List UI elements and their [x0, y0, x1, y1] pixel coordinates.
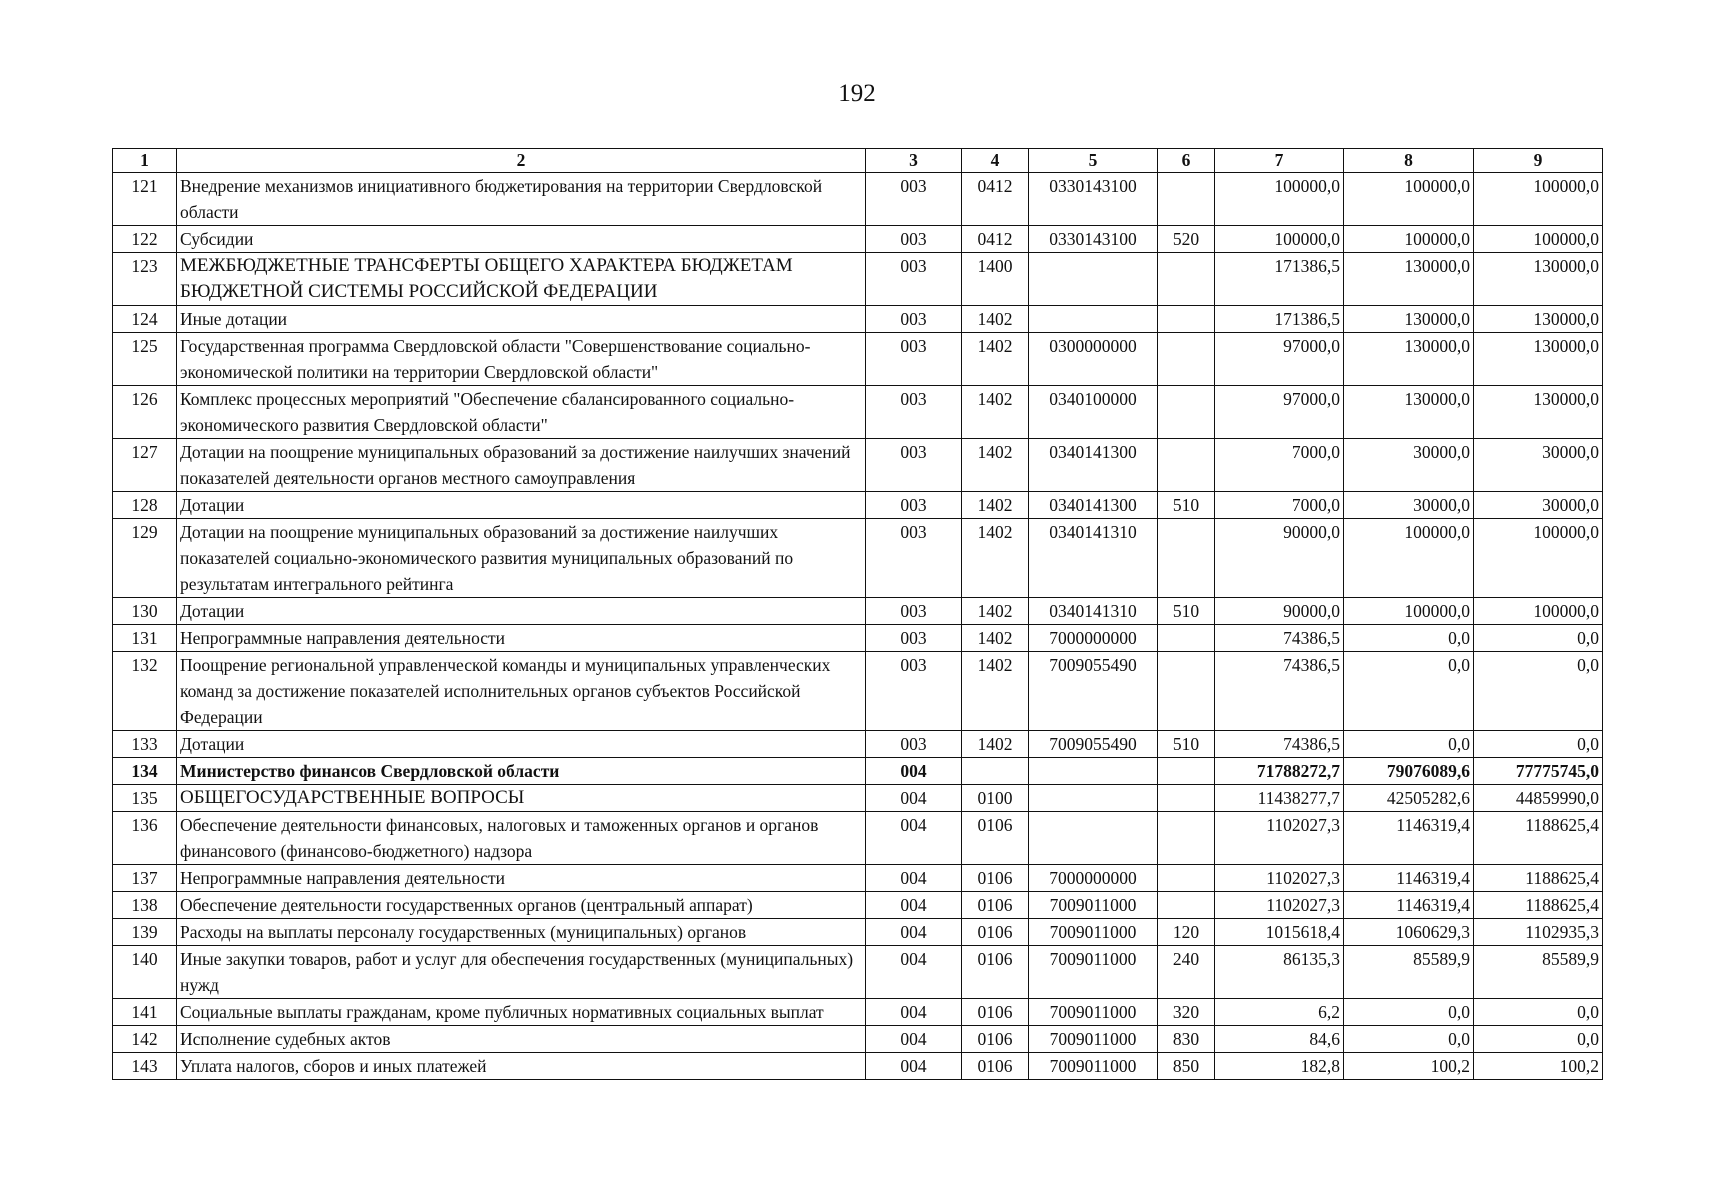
admin-code-cell: 004 — [866, 1026, 962, 1053]
amount-cell-col8: 0,0 — [1344, 652, 1474, 731]
amount-cell-col9: 1188625,4 — [1474, 892, 1603, 919]
target-article-cell — [1029, 306, 1158, 333]
row-number-cell: 134 — [113, 758, 177, 785]
amount-cell-col9: 0,0 — [1474, 652, 1603, 731]
expense-type-cell — [1158, 812, 1215, 865]
row-name-cell: Внедрение механизмов инициативного бюджетирования на территории Свердловской области — [177, 173, 866, 226]
amount-cell-col9: 0,0 — [1474, 1026, 1603, 1053]
amount-cell-col7: 74386,5 — [1215, 625, 1344, 652]
column-header: 4 — [962, 149, 1029, 173]
admin-code-cell: 004 — [866, 758, 962, 785]
column-header: 6 — [1158, 149, 1215, 173]
row-number-cell: 143 — [113, 1053, 177, 1080]
row-name-cell: Дотации — [177, 731, 866, 758]
amount-cell-col8: 85589,9 — [1344, 946, 1474, 999]
section-code-cell: 1400 — [962, 253, 1029, 306]
amount-cell-col9: 0,0 — [1474, 625, 1603, 652]
amount-cell-col9: 30000,0 — [1474, 439, 1603, 492]
target-article-cell — [1029, 253, 1158, 306]
admin-code-cell: 003 — [866, 598, 962, 625]
admin-code-cell: 004 — [866, 946, 962, 999]
table-row — [113, 519, 1603, 598]
amount-cell-col7: 84,6 — [1215, 1026, 1344, 1053]
target-article-cell: 0340141300 — [1029, 492, 1158, 519]
section-code-cell: 0106 — [962, 1053, 1029, 1080]
expense-type-cell: 510 — [1158, 731, 1215, 758]
row-number-cell: 121 — [113, 173, 177, 226]
expense-type-cell: 240 — [1158, 946, 1215, 999]
table-header-row — [113, 149, 1603, 173]
expense-type-cell — [1158, 652, 1215, 731]
section-code-cell: 0106 — [962, 919, 1029, 946]
expense-type-cell — [1158, 439, 1215, 492]
row-name-cell: Расходы на выплаты персоналу государственных (муниципальных) органов — [177, 919, 866, 946]
admin-code-cell: 003 — [866, 226, 962, 253]
row-name-cell: Субсидии — [177, 226, 866, 253]
expense-type-cell — [1158, 625, 1215, 652]
row-name-cell: Иные закупки товаров, работ и услуг для обеспечения государственных (муниципальных) нужд — [177, 946, 866, 999]
admin-code-cell: 004 — [866, 785, 962, 812]
row-number-cell: 130 — [113, 598, 177, 625]
amount-cell-col7: 100000,0 — [1215, 226, 1344, 253]
amount-cell-col8: 79076089,6 — [1344, 758, 1474, 785]
table-row — [113, 865, 1603, 892]
section-code-cell: 1402 — [962, 306, 1029, 333]
row-number-cell: 138 — [113, 892, 177, 919]
expense-type-cell: 320 — [1158, 999, 1215, 1026]
column-header: 3 — [866, 149, 962, 173]
amount-cell-col7: 171386,5 — [1215, 253, 1344, 306]
table-row — [113, 785, 1603, 812]
row-number-cell: 132 — [113, 652, 177, 731]
budget-table — [112, 148, 1603, 1080]
row-name-cell: Непрограммные направления деятельности — [177, 625, 866, 652]
amount-cell-col9: 1102935,3 — [1474, 919, 1603, 946]
expense-type-cell — [1158, 173, 1215, 226]
table-row — [113, 1053, 1603, 1080]
table-row — [113, 306, 1603, 333]
row-number-cell: 137 — [113, 865, 177, 892]
row-number-cell: 141 — [113, 999, 177, 1026]
expense-type-cell — [1158, 306, 1215, 333]
row-number-cell: 131 — [113, 625, 177, 652]
amount-cell-col7: 74386,5 — [1215, 652, 1344, 731]
row-number-cell: 139 — [113, 919, 177, 946]
expense-type-cell — [1158, 253, 1215, 306]
table-row — [113, 812, 1603, 865]
amount-cell-col9: 1188625,4 — [1474, 865, 1603, 892]
amount-cell-col8: 130000,0 — [1344, 306, 1474, 333]
table-row — [113, 758, 1603, 785]
row-name-cell: Дотации — [177, 598, 866, 625]
target-article-cell: 0340141310 — [1029, 519, 1158, 598]
table-row — [113, 173, 1603, 226]
admin-code-cell: 004 — [866, 812, 962, 865]
amount-cell-col8: 0,0 — [1344, 625, 1474, 652]
amount-cell-col8: 100000,0 — [1344, 519, 1474, 598]
table-row — [113, 946, 1603, 999]
expense-type-cell: 850 — [1158, 1053, 1215, 1080]
amount-cell-col7: 1015618,4 — [1215, 919, 1344, 946]
expense-type-cell: 120 — [1158, 919, 1215, 946]
table-row — [113, 1026, 1603, 1053]
admin-code-cell: 004 — [866, 999, 962, 1026]
column-header: 2 — [177, 149, 866, 173]
amount-cell-col7: 1102027,3 — [1215, 812, 1344, 865]
admin-code-cell: 003 — [866, 731, 962, 758]
amount-cell-col8: 1146319,4 — [1344, 812, 1474, 865]
amount-cell-col7: 6,2 — [1215, 999, 1344, 1026]
row-number-cell: 129 — [113, 519, 177, 598]
amount-cell-col9: 0,0 — [1474, 999, 1603, 1026]
amount-cell-col7: 11438277,7 — [1215, 785, 1344, 812]
section-code-cell: 1402 — [962, 492, 1029, 519]
section-code-cell: 1402 — [962, 386, 1029, 439]
row-name-cell: МЕЖБЮДЖЕТНЫЕ ТРАНСФЕРТЫ ОБЩЕГО ХАРАКТЕРА БЮДЖЕТАМ БЮДЖЕТНОЙ СИСТЕМЫ РОССИЙСКОЙ ФЕДЕРАЦИИ — [177, 253, 866, 306]
section-code-cell: 0412 — [962, 173, 1029, 226]
section-code-cell: 1402 — [962, 625, 1029, 652]
amount-cell-col7: 1102027,3 — [1215, 865, 1344, 892]
section-code-cell: 0106 — [962, 892, 1029, 919]
row-name-cell: Государственная программа Свердловской области "Совершенствование социально-экономической политики на территории Свердловской области" — [177, 333, 866, 386]
amount-cell-col8: 100000,0 — [1344, 173, 1474, 226]
row-name-cell: Дотации на поощрение муниципальных образований за достижение наилучших значений показателей деятельности органов местного самоуправления — [177, 439, 866, 492]
admin-code-cell: 003 — [866, 173, 962, 226]
amount-cell-col7: 7000,0 — [1215, 492, 1344, 519]
table-row — [113, 625, 1603, 652]
admin-code-cell: 003 — [866, 306, 962, 333]
target-article-cell: 7000000000 — [1029, 865, 1158, 892]
amount-cell-col9: 100000,0 — [1474, 173, 1603, 226]
target-article-cell: 7009011000 — [1029, 892, 1158, 919]
target-article-cell: 0330143100 — [1029, 173, 1158, 226]
amount-cell-col7: 86135,3 — [1215, 946, 1344, 999]
amount-cell-col8: 100000,0 — [1344, 598, 1474, 625]
amount-cell-col7: 90000,0 — [1215, 519, 1344, 598]
expense-type-cell: 830 — [1158, 1026, 1215, 1053]
amount-cell-col7: 71788272,7 — [1215, 758, 1344, 785]
target-article-cell: 7009011000 — [1029, 1053, 1158, 1080]
row-number-cell: 128 — [113, 492, 177, 519]
admin-code-cell: 003 — [866, 253, 962, 306]
section-code-cell: 1402 — [962, 333, 1029, 386]
row-name-cell: ОБЩЕГОСУДАРСТВЕННЫЕ ВОПРОСЫ — [177, 785, 866, 812]
amount-cell-col9: 85589,9 — [1474, 946, 1603, 999]
amount-cell-col8: 0,0 — [1344, 1026, 1474, 1053]
row-number-cell: 124 — [113, 306, 177, 333]
target-article-cell: 0330143100 — [1029, 226, 1158, 253]
table-row — [113, 226, 1603, 253]
amount-cell-col8: 1060629,3 — [1344, 919, 1474, 946]
page-number: 192 — [838, 80, 876, 107]
amount-cell-col8: 130000,0 — [1344, 253, 1474, 306]
target-article-cell: 0340141310 — [1029, 598, 1158, 625]
amount-cell-col8: 30000,0 — [1344, 492, 1474, 519]
column-header: 5 — [1029, 149, 1158, 173]
amount-cell-col8: 42505282,6 — [1344, 785, 1474, 812]
amount-cell-col9: 100000,0 — [1474, 598, 1603, 625]
amount-cell-col9: 1188625,4 — [1474, 812, 1603, 865]
target-article-cell — [1029, 812, 1158, 865]
section-code-cell: 0106 — [962, 865, 1029, 892]
table-row — [113, 999, 1603, 1026]
table-row — [113, 598, 1603, 625]
expense-type-cell: 510 — [1158, 492, 1215, 519]
admin-code-cell: 003 — [866, 625, 962, 652]
section-code-cell: 1402 — [962, 439, 1029, 492]
column-header: 8 — [1344, 149, 1474, 173]
target-article-cell — [1029, 785, 1158, 812]
table-body — [113, 173, 1603, 1080]
amount-cell-col9: 30000,0 — [1474, 492, 1603, 519]
amount-cell-col7: 97000,0 — [1215, 386, 1344, 439]
column-header: 9 — [1474, 149, 1603, 173]
row-number-cell: 140 — [113, 946, 177, 999]
amount-cell-col9: 100000,0 — [1474, 519, 1603, 598]
amount-cell-col8: 1146319,4 — [1344, 892, 1474, 919]
row-name-cell: Министерство финансов Свердловской области — [177, 758, 866, 785]
amount-cell-col7: 171386,5 — [1215, 306, 1344, 333]
target-article-cell: 7009011000 — [1029, 919, 1158, 946]
admin-code-cell: 004 — [866, 892, 962, 919]
section-code-cell: 1402 — [962, 598, 1029, 625]
amount-cell-col9: 130000,0 — [1474, 333, 1603, 386]
row-name-cell: Исполнение судебных актов — [177, 1026, 866, 1053]
section-code-cell: 0100 — [962, 785, 1029, 812]
expense-type-cell: 520 — [1158, 226, 1215, 253]
row-number-cell: 126 — [113, 386, 177, 439]
table-row — [113, 386, 1603, 439]
table-row — [113, 333, 1603, 386]
table-row — [113, 253, 1603, 306]
expense-type-cell — [1158, 892, 1215, 919]
row-name-cell: Поощрение региональной управленческой команды и муниципальных управленческих команд за достижение показателей исполнительных органов субъектов Российской Федерации — [177, 652, 866, 731]
row-name-cell: Обеспечение деятельности государственных органов (центральный аппарат) — [177, 892, 866, 919]
target-article-cell: 0300000000 — [1029, 333, 1158, 386]
target-article-cell: 7009011000 — [1029, 999, 1158, 1026]
target-article-cell: 7009055490 — [1029, 731, 1158, 758]
amount-cell-col7: 100000,0 — [1215, 173, 1344, 226]
expense-type-cell — [1158, 785, 1215, 812]
table-row — [113, 919, 1603, 946]
row-name-cell: Обеспечение деятельности финансовых, налоговых и таможенных органов и органов финансового (финансово-бюджетного) надзора — [177, 812, 866, 865]
column-header: 1 — [113, 149, 177, 173]
target-article-cell: 7009055490 — [1029, 652, 1158, 731]
section-code-cell: 1402 — [962, 652, 1029, 731]
amount-cell-col9: 77775745,0 — [1474, 758, 1603, 785]
row-name-cell: Уплата налогов, сборов и иных платежей — [177, 1053, 866, 1080]
row-number-cell: 122 — [113, 226, 177, 253]
expense-type-cell — [1158, 333, 1215, 386]
amount-cell-col9: 100,2 — [1474, 1053, 1603, 1080]
amount-cell-col9: 44859990,0 — [1474, 785, 1603, 812]
amount-cell-col8: 100000,0 — [1344, 226, 1474, 253]
amount-cell-col8: 130000,0 — [1344, 333, 1474, 386]
target-article-cell: 0340141300 — [1029, 439, 1158, 492]
amount-cell-col8: 100,2 — [1344, 1053, 1474, 1080]
amount-cell-col9: 130000,0 — [1474, 253, 1603, 306]
amount-cell-col7: 97000,0 — [1215, 333, 1344, 386]
amount-cell-col7: 7000,0 — [1215, 439, 1344, 492]
amount-cell-col8: 30000,0 — [1344, 439, 1474, 492]
section-code-cell: 0106 — [962, 999, 1029, 1026]
section-code-cell: 1402 — [962, 519, 1029, 598]
admin-code-cell: 003 — [866, 439, 962, 492]
table-row — [113, 731, 1603, 758]
admin-code-cell: 003 — [866, 652, 962, 731]
row-name-cell: Дотации на поощрение муниципальных образований за достижение наилучших показателей социально-экономического развития муниципальных образований по результатам интегрального рейтинга — [177, 519, 866, 598]
row-name-cell: Иные дотации — [177, 306, 866, 333]
row-number-cell: 142 — [113, 1026, 177, 1053]
table-row — [113, 892, 1603, 919]
amount-cell-col8: 0,0 — [1344, 731, 1474, 758]
row-name-cell: Дотации — [177, 492, 866, 519]
column-header: 7 — [1215, 149, 1344, 173]
section-code-cell: 0106 — [962, 1026, 1029, 1053]
section-code-cell: 0106 — [962, 812, 1029, 865]
amount-cell-col8: 130000,0 — [1344, 386, 1474, 439]
row-name-cell: Непрограммные направления деятельности — [177, 865, 866, 892]
section-code-cell: 1402 — [962, 731, 1029, 758]
amount-cell-col8: 0,0 — [1344, 999, 1474, 1026]
admin-code-cell: 004 — [866, 1053, 962, 1080]
expense-type-cell — [1158, 865, 1215, 892]
row-name-cell: Комплекс процессных мероприятий "Обеспечение сбалансированного социально-экономического развития Свердловской области" — [177, 386, 866, 439]
admin-code-cell: 004 — [866, 865, 962, 892]
section-code-cell — [962, 758, 1029, 785]
target-article-cell: 7000000000 — [1029, 625, 1158, 652]
table-row — [113, 492, 1603, 519]
row-number-cell: 125 — [113, 333, 177, 386]
amount-cell-col8: 1146319,4 — [1344, 865, 1474, 892]
section-code-cell: 0106 — [962, 946, 1029, 999]
expense-type-cell — [1158, 758, 1215, 785]
section-code-cell: 0412 — [962, 226, 1029, 253]
row-number-cell: 127 — [113, 439, 177, 492]
row-name-cell: Социальные выплаты гражданам, кроме публичных нормативных социальных выплат — [177, 999, 866, 1026]
row-number-cell: 135 — [113, 785, 177, 812]
amount-cell-col7: 1102027,3 — [1215, 892, 1344, 919]
target-article-cell: 7009011000 — [1029, 1026, 1158, 1053]
target-article-cell — [1029, 758, 1158, 785]
target-article-cell: 7009011000 — [1029, 946, 1158, 999]
admin-code-cell: 003 — [866, 492, 962, 519]
table-row — [113, 652, 1603, 731]
amount-cell-col7: 74386,5 — [1215, 731, 1344, 758]
table-row — [113, 439, 1603, 492]
amount-cell-col9: 130000,0 — [1474, 306, 1603, 333]
expense-type-cell: 510 — [1158, 598, 1215, 625]
amount-cell-col9: 130000,0 — [1474, 386, 1603, 439]
target-article-cell: 0340100000 — [1029, 386, 1158, 439]
row-number-cell: 136 — [113, 812, 177, 865]
admin-code-cell: 003 — [866, 386, 962, 439]
admin-code-cell: 004 — [866, 919, 962, 946]
amount-cell-col9: 0,0 — [1474, 731, 1603, 758]
expense-type-cell — [1158, 519, 1215, 598]
admin-code-cell: 003 — [866, 519, 962, 598]
amount-cell-col7: 182,8 — [1215, 1053, 1344, 1080]
row-number-cell: 133 — [113, 731, 177, 758]
row-number-cell: 123 — [113, 253, 177, 306]
admin-code-cell: 003 — [866, 333, 962, 386]
expense-type-cell — [1158, 386, 1215, 439]
amount-cell-col7: 90000,0 — [1215, 598, 1344, 625]
amount-cell-col9: 100000,0 — [1474, 226, 1603, 253]
